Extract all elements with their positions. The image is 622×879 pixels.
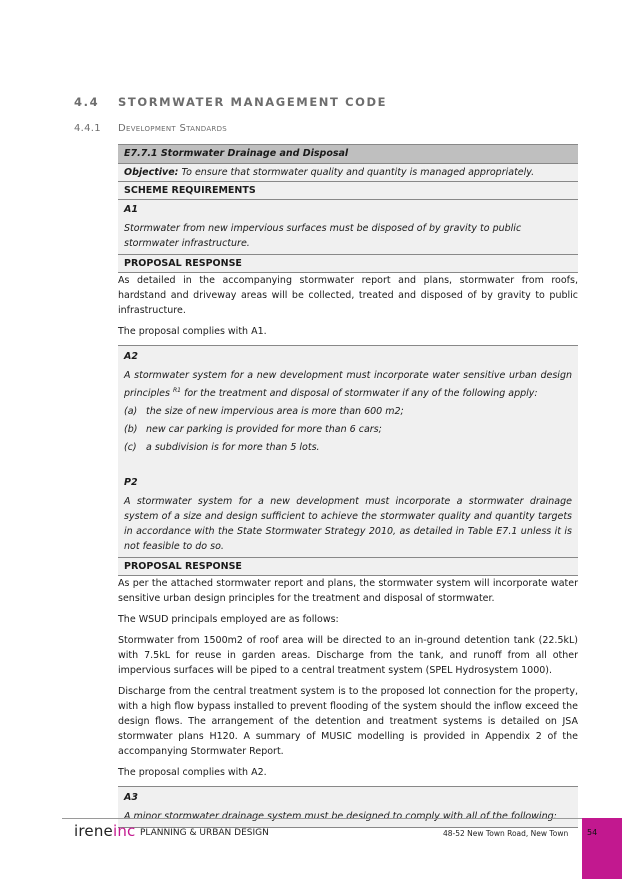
response1-paragraph-1: As detailed in the accompanying stormwater report and plans, stormwater from roofs, hardstand and driveway areas will be collected, treated and disposed of by gravity to public infrastructure.	[118, 275, 578, 316]
response2-paragraph-1: As per the attached stormwater report and plans, the stormwater system will incorporate water sensitive urban design principles for the treatment and disposal of stormwater.	[118, 578, 578, 605]
p2-label: P2	[124, 477, 138, 489]
a1-text: Stormwater from new impervious surfaces must be disposed of by gravity to public stormwater infrastructure.	[124, 223, 522, 249]
scheme-requirements-label: SCHEME REQUIREMENTS	[118, 182, 578, 200]
footer-divider	[62, 818, 582, 819]
subsection-title: Development Standards	[118, 123, 228, 134]
objective-label: Objective:	[124, 167, 179, 178]
a2-item-b: (b) new car parking is provided for more than 6 cars;	[124, 424, 382, 436]
proposal-response-label-1: PROPOSAL RESPONSE	[118, 255, 578, 273]
response2-paragraph-3: Stormwater from 1500m2 of roof area will be directed to an in-ground detention tank (22.5kL) with 7.5kL for reuse in garden areas. Discharge from the tank, and runoff from all other impervious surfaces will be piped to a central treatment system (SPEL Hydrosystem 1000).	[118, 635, 578, 677]
section-number: 4.4	[74, 95, 100, 109]
page-number-tab	[582, 818, 622, 879]
a3-text: A minor stormwater drainage system must be designed to comply with all of the following:	[124, 811, 557, 823]
a2-item-c: (c) a subdivision is for more than 5 lots.	[124, 442, 320, 454]
subsection-heading	[74, 123, 227, 134]
objective-text: To ensure that stormwater quality and quantity is managed appropriately.	[181, 167, 535, 178]
footer-logo: ireneinc	[74, 822, 136, 840]
footer-tagline: PLANNING & URBAN DESIGN	[140, 828, 269, 838]
a2-item-a: (a) the size of new impervious area is more than 600 m2;	[124, 406, 404, 418]
standards-table	[118, 144, 578, 828]
response1-paragraph-2: The proposal complies with A1.	[118, 326, 267, 337]
p2-text: A stormwater system for a new development must incorporate a stormwater drainage system of a size and design sufficient to achieve the stormwater quality and quantity targets in accordance with the State Stormwater Strategy 2010, as detailed in Table E7.1 unless it is not feasible to do so.	[124, 496, 572, 553]
proposal-response-label-2: PROPOSAL RESPONSE	[118, 558, 578, 576]
page-number: 54	[587, 828, 598, 837]
response2-paragraph-5: The proposal complies with A2.	[118, 767, 267, 779]
section-title: STORMWATER MANAGEMENT CODE	[118, 95, 388, 109]
a1-label: A1	[124, 204, 138, 215]
a2-p2-block	[118, 345, 578, 558]
a1-block	[118, 200, 578, 255]
a2-intro: A stormwater system for a new development must incorporate water sensitive urban design principles $^{R1}$ for the treatment and disposal of stormwater if any of the following apply:	[124, 370, 572, 400]
response2-paragraph-4: Discharge from the central treatment system is to the proposed lot connection for the property, with a high flow bypass installed to prevent flooding of the system should the inflow exceed the design flows. The arrangement of the detention and treatment systems is detailed on JSA stormwater plans H120. A summary of MUSIC modelling is provided in Appendix 2 of the accompanying Stormwater Report.	[118, 686, 578, 758]
subsection-number: 4.4.1	[74, 123, 101, 134]
objective-row	[118, 164, 578, 182]
a2-label: A2	[124, 351, 138, 362]
section-heading	[74, 95, 387, 109]
response2-paragraph-2: The WSUD principals employed are as follows:	[118, 614, 339, 626]
a3-block	[118, 786, 578, 828]
table-title: E7.7.1 Stormwater Drainage and Disposal	[118, 144, 578, 164]
a2-superscript: R1	[172, 387, 181, 394]
a3-label: A3	[124, 792, 138, 804]
footer-address: 48-52 New Town Road, New Town	[443, 829, 569, 838]
